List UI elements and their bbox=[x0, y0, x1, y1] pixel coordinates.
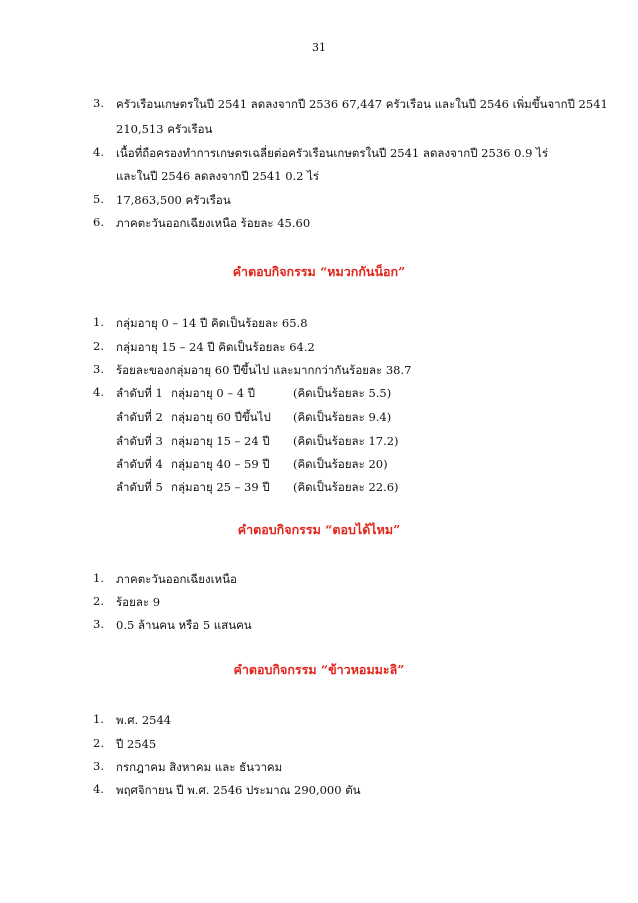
percentage: (คิดเป็นร้อยละ 17.2) bbox=[293, 434, 399, 448]
item-number: 1. bbox=[93, 571, 104, 585]
section-heading: คำตอบกิจกรรม “ตอบได้ไหม” bbox=[237, 522, 401, 537]
item-number: 4. bbox=[93, 385, 104, 399]
item-number: 4. bbox=[93, 782, 104, 796]
item-text: 210,513 ครัวเรือน bbox=[116, 122, 213, 136]
item-text: 0.5 ล้านคน หรือ 5 แสนคน bbox=[116, 618, 252, 632]
item-number: 2. bbox=[93, 594, 104, 608]
item-number: 3. bbox=[93, 362, 104, 376]
item-number: 3. bbox=[93, 617, 104, 631]
rank-label: ลำดับที่ 1 bbox=[116, 386, 163, 400]
item-text: ร้อยละ 9 bbox=[116, 595, 161, 609]
item-text: ร้อยละของกลุ่มอายุ 60 ปีขึ้นไป และมากกว่ากันร้อยละ 38.7 bbox=[116, 363, 412, 377]
item-text: ปี 2545 bbox=[116, 737, 157, 751]
item-number: 1. bbox=[93, 315, 104, 329]
item-text: กรกฎาคม สิงหาคม และ ธันวาคม bbox=[116, 760, 283, 774]
item-text: กลุ่มอายุ 15 – 24 ปี คิดเป็นร้อยละ 64.2 bbox=[116, 340, 315, 354]
rank-label: ลำดับที่ 3 bbox=[116, 434, 163, 448]
item-text: กลุ่มอายุ 0 – 14 ปี คิดเป็นร้อยละ 65.8 bbox=[116, 316, 308, 330]
item-text: พ.ศ. 2544 bbox=[116, 713, 172, 727]
item-text: ภาคตะวันออกเฉียงเหนือ ร้อยละ 45.60 bbox=[116, 216, 311, 230]
percentage: (คิดเป็นร้อยละ 22.6) bbox=[293, 480, 399, 494]
page-number: 31 bbox=[312, 41, 326, 54]
rank-label: ลำดับที่ 2 bbox=[116, 410, 163, 424]
item-text: และในปี 2546 ลดลงจากปี 2541 0.2 ไร่ bbox=[116, 169, 320, 183]
item-number: 3. bbox=[93, 759, 104, 773]
age-group: กลุ่มอายุ 15 – 24 ปี bbox=[171, 434, 270, 448]
item-text: 17,863,500 ครัวเรือน bbox=[116, 193, 231, 207]
item-text: เนื้อที่ถือครองทำการเกษตรเฉลี่ยต่อครัวเรือนเกษตรในปี 2541 ลดลงจากปี 2536 0.9 ไร่ bbox=[116, 146, 549, 160]
percentage: (คิดเป็นร้อยละ 5.5) bbox=[293, 386, 392, 400]
age-group: กลุ่มอายุ 0 – 4 ปี bbox=[171, 386, 255, 400]
section-heading: คำตอบกิจกรรม “หมวกกันน็อก” bbox=[232, 264, 406, 279]
age-group: กลุ่มอายุ 40 – 59 ปี bbox=[171, 457, 270, 471]
rank-label: ลำดับที่ 5 bbox=[116, 480, 163, 494]
item-text: ภาคตะวันออกเฉียงเหนือ bbox=[116, 572, 237, 586]
age-group: กลุ่มอายุ 25 – 39 ปี bbox=[171, 480, 270, 494]
item-text: ครัวเรือนเกษตรในปี 2541 ลดลงจากปี 2536 67,447 ครัวเรือน และในปี 2546 เพิ่มขึ้นจากปี 2541 bbox=[116, 97, 608, 111]
item-number: 2. bbox=[93, 339, 104, 353]
item-text: พฤศจิกายน ปี พ.ศ. 2546 ประมาณ 290,000 ตัน bbox=[116, 783, 361, 797]
item-number: 1. bbox=[93, 712, 104, 726]
percentage: (คิดเป็นร้อยละ 20) bbox=[293, 457, 388, 471]
item-number: 6. bbox=[93, 215, 104, 229]
section-heading: คำตอบกิจกรรม “ข้าวหอมมะลิ” bbox=[233, 662, 405, 677]
item-number: 3. bbox=[93, 96, 104, 110]
item-number: 4. bbox=[93, 145, 104, 159]
percentage: (คิดเป็นร้อยละ 9.4) bbox=[293, 410, 392, 424]
item-number: 2. bbox=[93, 736, 104, 750]
age-group: กลุ่มอายุ 60 ปีขึ้นไป bbox=[171, 410, 271, 424]
item-number: 5. bbox=[93, 192, 104, 206]
rank-label: ลำดับที่ 4 bbox=[116, 457, 163, 471]
